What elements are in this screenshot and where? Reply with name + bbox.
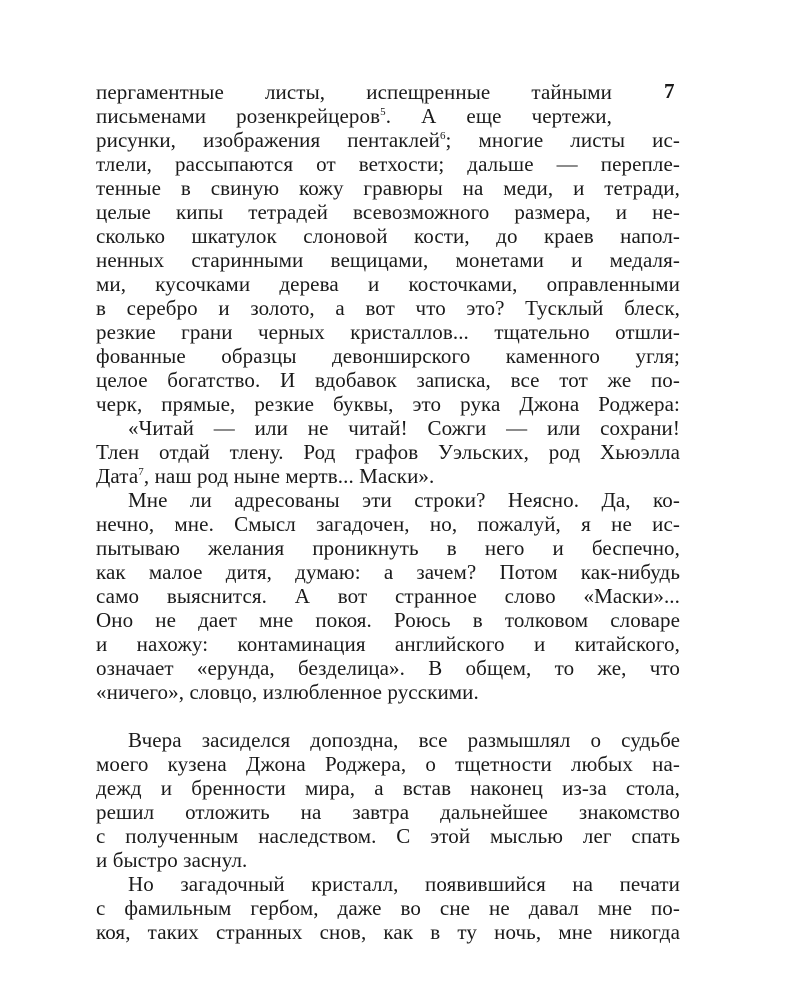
text-line: сколько шкатулок слоновой кости, до краев напол- <box>96 224 680 248</box>
text-line: моего кузена Джона Роджера, о тщетности любых на- <box>96 752 680 776</box>
text-line: Оно не дает мне покоя. Роюсь в толковом словаре <box>96 608 680 632</box>
footnote-ref[interactable]: 6 <box>439 130 446 142</box>
text-line: означает «ерунда, безделица». В общем, то же, что <box>96 656 680 680</box>
text-line: решил отложить на завтра дальнейшее знакомство <box>96 800 680 824</box>
text-line: Тлен отдай тлену. Род графов Уэльских, род Хьюэлла <box>96 440 680 464</box>
text-line: «Читай — или не читай! Сожги — или сохрани! <box>128 416 680 440</box>
text-line: с полученным наследством. С этой мыслью лег спать <box>96 824 680 848</box>
text-line: «ничего», словцо, излюбленное русскими. <box>96 680 479 704</box>
text-line: коя, таких странных снов, как в ту ночь, мне никогда <box>96 920 680 944</box>
text-line: в серебро и золото, а вот что это? Тусклый блеск, <box>96 296 680 320</box>
text-line: и нахожу: контаминация английского и китайского, <box>96 632 680 656</box>
text-line: само выяснится. А вот странное слово «Маски»... <box>96 584 680 608</box>
text-line: пытываю желания проникнуть в него и беспечно, <box>96 536 680 560</box>
footnote-ref[interactable]: 5 <box>380 106 386 118</box>
text-line: фованные образцы девонширского каменного угля; <box>96 344 680 368</box>
text-line: Но загадочный кристалл, появившийся на печати <box>128 872 680 896</box>
text-line: письменами розенкрейцеров$^5$. А еще чертежи, <box>96 104 612 128</box>
text-line: резкие грани черных кристаллов... тщательно отшли- <box>96 320 680 344</box>
text-line: Мне ли адресованы эти строки? Неясно. Да, ко- <box>128 488 680 512</box>
text-line: целые кипы тетрадей всевозможного размера, и не- <box>96 200 680 224</box>
text-line: Дата$^7$, наш род ныне мертв... Маски». <box>96 464 435 488</box>
text-line: ненных старинными вещицами, монетами и медаля- <box>96 248 680 272</box>
text-line: целое богатство. И вдобавок записка, все тот же по- <box>96 368 680 392</box>
text-line: как малое дитя, думаю: а зачем? Потом как-нибудь <box>96 560 680 584</box>
text-line: черк, прямые, резкие буквы, это рука Джона Роджера: <box>96 392 680 416</box>
text-line: и быстро заснул. <box>96 848 248 872</box>
text-line: ми, кусочками дерева и косточками, оправленными <box>96 272 680 296</box>
text-line: с фамильным гербом, даже во сне не давал мне по- <box>96 896 680 920</box>
text-line: пергаментные листы, испещренные тайными <box>96 80 612 104</box>
text-line: Вчера засиделся допоздна, все размышлял о судьбе <box>128 728 680 752</box>
text-line: тлели, рассыпаются от ветхости; дальше — перепле- <box>96 152 680 176</box>
text-line: рисунки, изображения пентаклей$^6$; многие листы ис- <box>96 128 680 152</box>
footnote-ref[interactable]: 7 <box>138 466 144 478</box>
text-line: дежд и бренности мира, а встав наконец из-за стола, <box>96 776 680 800</box>
page-number: 7 <box>664 79 675 103</box>
text-line: нечно, мне. Смысл загадочен, но, пожалуй, я не ис- <box>96 512 680 536</box>
text-line: тенные в свиную кожу гравюры на меди, и тетради, <box>96 176 680 200</box>
